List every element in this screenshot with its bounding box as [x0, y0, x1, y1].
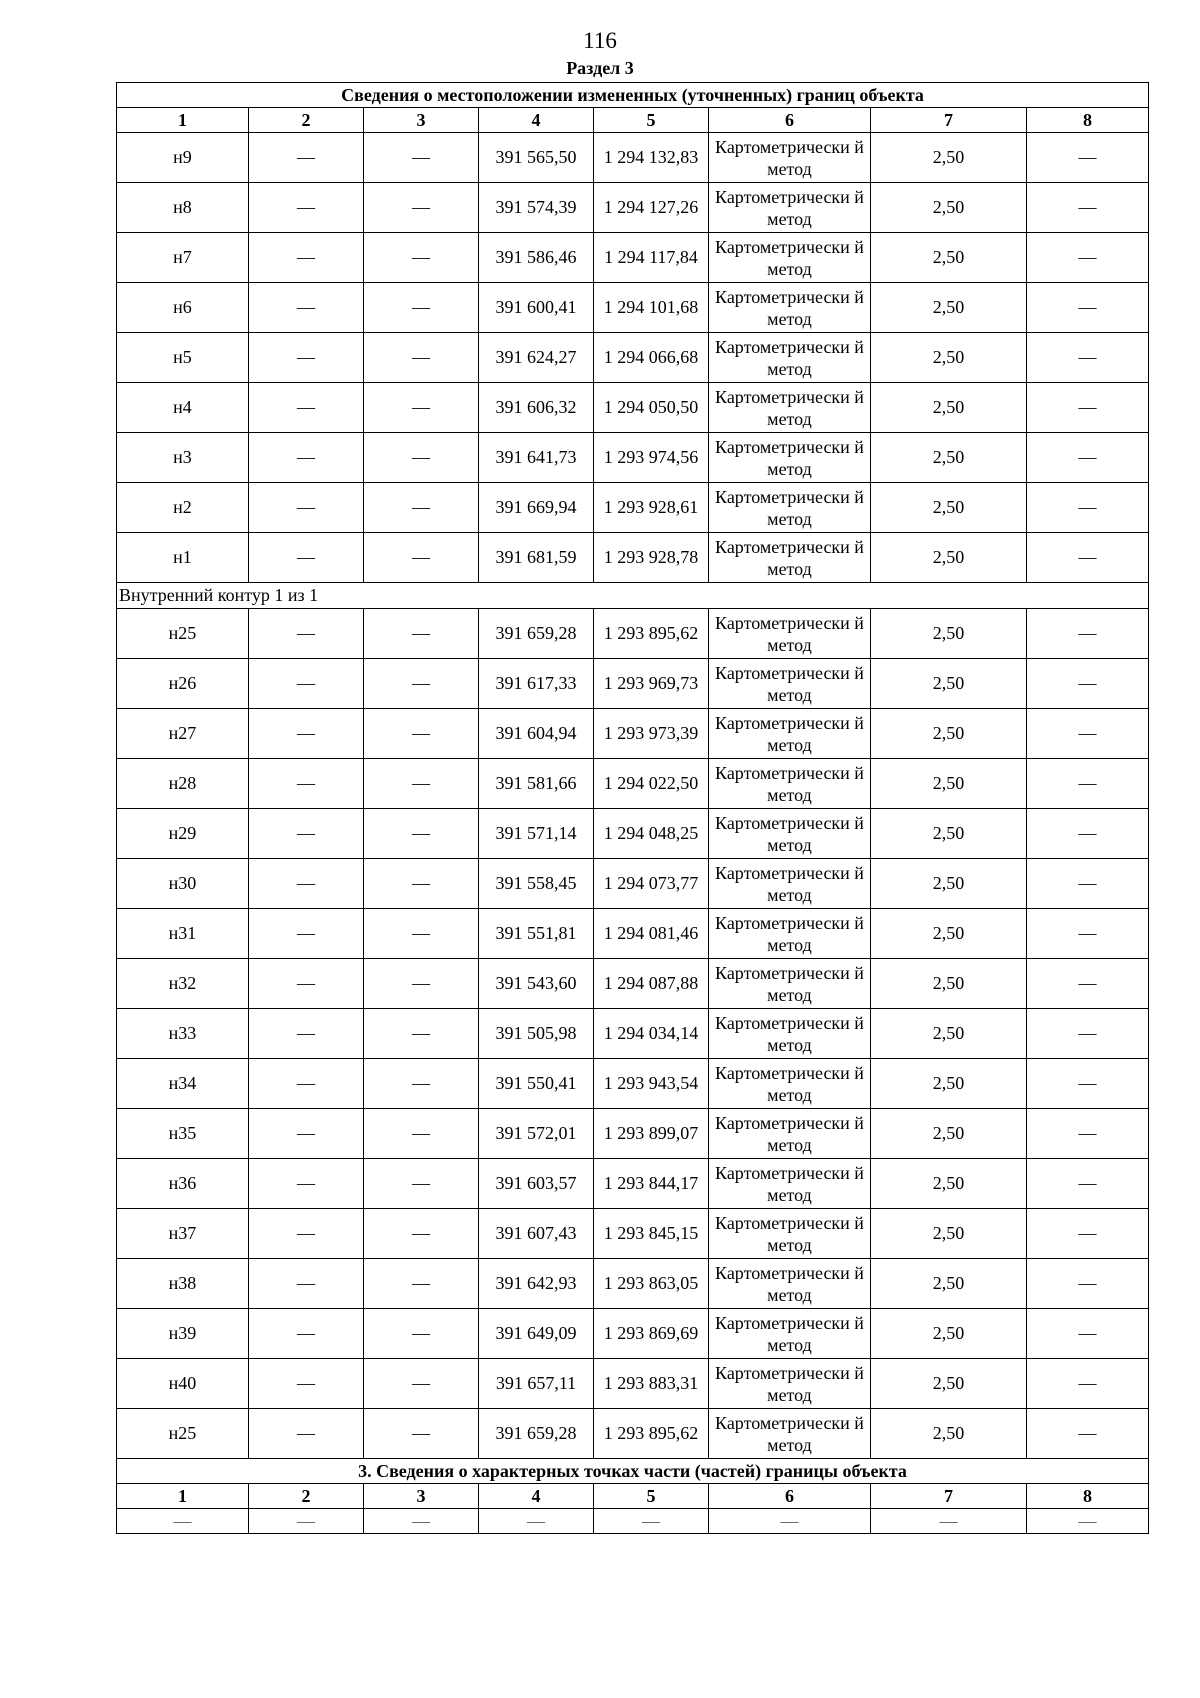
accuracy-cell: 2,50	[871, 659, 1027, 709]
table-caption-changed-boundaries: Сведения о местоположении измененных (уточненных) границ объекта	[117, 83, 1149, 108]
empty-value-cell: —	[1027, 1359, 1149, 1409]
accuracy-cell: 2,50	[871, 233, 1027, 283]
table-row	[117, 233, 1149, 283]
empty-value-cell: —	[364, 133, 479, 183]
method-cell: Картометрически й метод	[709, 283, 871, 333]
empty-value-cell: —	[249, 433, 364, 483]
method-cell: Картометрически й метод	[709, 1409, 871, 1459]
x-coordinate-cell: 391 600,41	[479, 283, 594, 333]
point-name-cell: н25	[117, 1409, 249, 1459]
empty-value-cell: —	[249, 709, 364, 759]
table-row	[117, 533, 1149, 583]
method-cell: Картометрически й метод	[709, 1109, 871, 1159]
table-row	[117, 1259, 1149, 1309]
accuracy-cell: 2,50	[871, 333, 1027, 383]
table-row	[117, 759, 1149, 809]
empty-value-cell: —	[709, 1509, 871, 1534]
empty-value-cell: —	[1027, 1059, 1149, 1109]
method-cell: Картометрически й метод	[709, 609, 871, 659]
column-number: 3	[364, 1484, 479, 1509]
x-coordinate-cell: 391 617,33	[479, 659, 594, 709]
accuracy-cell: 2,50	[871, 1059, 1027, 1109]
empty-value-cell: —	[364, 1259, 479, 1309]
method-cell: Картометрически й метод	[709, 709, 871, 759]
point-name-cell: н8	[117, 183, 249, 233]
empty-value-cell: —	[1027, 233, 1149, 283]
empty-value-cell: —	[364, 183, 479, 233]
accuracy-cell: 2,50	[871, 1159, 1027, 1209]
empty-value-cell: —	[1027, 183, 1149, 233]
table-row	[117, 1359, 1149, 1409]
point-name-cell: н6	[117, 283, 249, 333]
empty-value-cell: —	[364, 1209, 479, 1259]
x-coordinate-cell: 391 604,94	[479, 709, 594, 759]
y-coordinate-cell: 1 294 034,14	[594, 1009, 709, 1059]
parts-empty-row	[117, 1509, 1149, 1534]
table-row	[117, 709, 1149, 759]
empty-value-cell: —	[249, 233, 364, 283]
empty-value-cell: —	[364, 1159, 479, 1209]
column-number: 6	[709, 1484, 871, 1509]
empty-value-cell: —	[1027, 433, 1149, 483]
accuracy-cell: 2,50	[871, 1009, 1027, 1059]
empty-value-cell: —	[1027, 659, 1149, 709]
empty-value-cell: —	[364, 1109, 479, 1159]
x-coordinate-cell: 391 659,28	[479, 1409, 594, 1459]
column-number: 1	[117, 108, 249, 133]
accuracy-cell: 2,50	[871, 1209, 1027, 1259]
empty-value-cell: —	[1027, 859, 1149, 909]
y-coordinate-cell: 1 293 863,05	[594, 1259, 709, 1309]
accuracy-cell: 2,50	[871, 133, 1027, 183]
accuracy-cell: 2,50	[871, 533, 1027, 583]
empty-value-cell: —	[1027, 1209, 1149, 1259]
empty-value-cell: —	[364, 859, 479, 909]
empty-value-cell: —	[1027, 759, 1149, 809]
x-coordinate-cell: 391 607,43	[479, 1209, 594, 1259]
table-row	[117, 859, 1149, 909]
point-name-cell: н1	[117, 533, 249, 583]
column-number: 5	[594, 1484, 709, 1509]
table-row	[117, 1309, 1149, 1359]
y-coordinate-cell: 1 293 883,31	[594, 1359, 709, 1409]
empty-value-cell: —	[249, 133, 364, 183]
x-coordinate-cell: 391 550,41	[479, 1059, 594, 1109]
y-coordinate-cell: 1 293 973,39	[594, 709, 709, 759]
point-name-cell: н30	[117, 859, 249, 909]
empty-value-cell: —	[1027, 133, 1149, 183]
empty-value-cell: —	[364, 1409, 479, 1459]
accuracy-cell: 2,50	[871, 609, 1027, 659]
accuracy-cell: 2,50	[871, 1359, 1027, 1409]
empty-value-cell: —	[1027, 333, 1149, 383]
point-name-cell: н2	[117, 483, 249, 533]
empty-value-cell: —	[249, 183, 364, 233]
empty-value-cell: —	[1027, 1159, 1149, 1209]
empty-value-cell: —	[1027, 909, 1149, 959]
empty-value-cell: —	[364, 383, 479, 433]
empty-value-cell: —	[249, 1509, 364, 1534]
x-coordinate-cell: 391 543,60	[479, 959, 594, 1009]
method-cell: Картометрически й метод	[709, 233, 871, 283]
boundary-coordinates-table	[116, 82, 1149, 1534]
column-number-row	[117, 108, 1149, 133]
column-number: 8	[1027, 108, 1149, 133]
x-coordinate-cell: 391 606,32	[479, 383, 594, 433]
x-coordinate-cell: 391 669,94	[479, 483, 594, 533]
empty-value-cell: —	[479, 1509, 594, 1534]
point-name-cell: н25	[117, 609, 249, 659]
x-coordinate-cell: 391 659,28	[479, 609, 594, 659]
accuracy-cell: 2,50	[871, 859, 1027, 909]
method-cell: Картометрически й метод	[709, 1359, 871, 1409]
point-name-cell: н28	[117, 759, 249, 809]
empty-value-cell: —	[1027, 1409, 1149, 1459]
table-row	[117, 909, 1149, 959]
y-coordinate-cell: 1 294 022,50	[594, 759, 709, 809]
point-name-cell: н26	[117, 659, 249, 709]
y-coordinate-cell: 1 294 066,68	[594, 333, 709, 383]
empty-value-cell: —	[1027, 1009, 1149, 1059]
empty-value-cell: —	[364, 759, 479, 809]
column-number: 5	[594, 108, 709, 133]
accuracy-cell: 2,50	[871, 909, 1027, 959]
x-coordinate-cell: 391 565,50	[479, 133, 594, 183]
point-name-cell: н31	[117, 909, 249, 959]
point-name-cell: н5	[117, 333, 249, 383]
y-coordinate-cell: 1 293 928,78	[594, 533, 709, 583]
y-coordinate-cell: 1 293 895,62	[594, 1409, 709, 1459]
x-coordinate-cell: 391 642,93	[479, 1259, 594, 1309]
y-coordinate-cell: 1 294 081,46	[594, 909, 709, 959]
point-name-cell: н36	[117, 1159, 249, 1209]
point-name-cell: н29	[117, 809, 249, 859]
point-name-cell: н38	[117, 1259, 249, 1309]
y-coordinate-cell: 1 294 132,83	[594, 133, 709, 183]
x-coordinate-cell: 391 624,27	[479, 333, 594, 383]
empty-value-cell: —	[1027, 383, 1149, 433]
method-cell: Картометрически й метод	[709, 1259, 871, 1309]
table-row	[117, 809, 1149, 859]
y-coordinate-cell: 1 293 845,15	[594, 1209, 709, 1259]
point-name-cell: н39	[117, 1309, 249, 1359]
accuracy-cell: 2,50	[871, 1309, 1027, 1359]
column-number: 8	[1027, 1484, 1149, 1509]
method-cell: Картометрически й метод	[709, 809, 871, 859]
x-coordinate-cell: 391 581,66	[479, 759, 594, 809]
empty-value-cell: —	[249, 1109, 364, 1159]
empty-value-cell: —	[364, 333, 479, 383]
empty-value-cell: —	[1027, 1309, 1149, 1359]
x-coordinate-cell: 391 572,01	[479, 1109, 594, 1159]
empty-value-cell: —	[249, 533, 364, 583]
column-number: 4	[479, 108, 594, 133]
table-row	[117, 133, 1149, 183]
empty-value-cell: —	[364, 1359, 479, 1409]
x-coordinate-cell: 391 571,14	[479, 809, 594, 859]
method-cell: Картометрически й метод	[709, 1309, 871, 1359]
y-coordinate-cell: 1 293 895,62	[594, 609, 709, 659]
empty-value-cell: —	[249, 809, 364, 859]
x-coordinate-cell: 391 551,81	[479, 909, 594, 959]
column-number: 1	[117, 1484, 249, 1509]
point-name-cell: н37	[117, 1209, 249, 1259]
table-row	[117, 483, 1149, 533]
method-cell: Картометрически й метод	[709, 909, 871, 959]
point-name-cell: н32	[117, 959, 249, 1009]
method-cell: Картометрически й метод	[709, 483, 871, 533]
empty-value-cell: —	[249, 909, 364, 959]
empty-value-cell: —	[364, 283, 479, 333]
empty-value-cell: —	[364, 609, 479, 659]
x-coordinate-cell: 391 681,59	[479, 533, 594, 583]
empty-value-cell: —	[249, 959, 364, 1009]
empty-value-cell: —	[364, 533, 479, 583]
method-cell: Картометрически й метод	[709, 1059, 871, 1109]
column-number: 2	[249, 1484, 364, 1509]
method-cell: Картометрически й метод	[709, 533, 871, 583]
point-name-cell: н40	[117, 1359, 249, 1409]
method-cell: Картометрически й метод	[709, 959, 871, 1009]
accuracy-cell: 2,50	[871, 809, 1027, 859]
empty-value-cell: —	[249, 759, 364, 809]
empty-value-cell: —	[249, 1209, 364, 1259]
table-caption-parts: 3. Сведения о характерных точках части (частей) границы объекта	[117, 1459, 1149, 1484]
y-coordinate-cell: 1 293 869,69	[594, 1309, 709, 1359]
empty-value-cell: —	[364, 433, 479, 483]
section-title: Раздел 3	[566, 58, 634, 78]
y-coordinate-cell: 1 293 969,73	[594, 659, 709, 709]
table-row	[117, 1109, 1149, 1159]
column-number: 7	[871, 108, 1027, 133]
y-coordinate-cell: 1 294 101,68	[594, 283, 709, 333]
empty-value-cell: —	[249, 283, 364, 333]
accuracy-cell: 2,50	[871, 483, 1027, 533]
y-coordinate-cell: 1 294 050,50	[594, 383, 709, 433]
inner-contour-label: Внутренний контур 1 из 1	[117, 583, 1149, 609]
column-number: 6	[709, 108, 871, 133]
y-coordinate-cell: 1 293 928,61	[594, 483, 709, 533]
point-name-cell: н4	[117, 383, 249, 433]
accuracy-cell: 2,50	[871, 759, 1027, 809]
point-name-cell: н3	[117, 433, 249, 483]
empty-value-cell: —	[364, 1309, 479, 1359]
empty-value-cell: —	[249, 1059, 364, 1109]
point-name-cell: н34	[117, 1059, 249, 1109]
point-name-cell: н7	[117, 233, 249, 283]
column-number: 2	[249, 108, 364, 133]
empty-value-cell: —	[249, 1159, 364, 1209]
method-cell: Картометрически й метод	[709, 659, 871, 709]
empty-value-cell: —	[1027, 533, 1149, 583]
x-coordinate-cell: 391 505,98	[479, 1009, 594, 1059]
table-row	[117, 283, 1149, 333]
table-row	[117, 183, 1149, 233]
empty-value-cell: —	[117, 1509, 249, 1534]
page-number: 116	[583, 28, 617, 53]
table-row	[117, 1059, 1149, 1109]
column-number: 3	[364, 108, 479, 133]
table-row	[117, 1409, 1149, 1459]
table-row	[117, 659, 1149, 709]
table-row	[117, 333, 1149, 383]
x-coordinate-cell: 391 558,45	[479, 859, 594, 909]
y-coordinate-cell: 1 293 899,07	[594, 1109, 709, 1159]
accuracy-cell: 2,50	[871, 433, 1027, 483]
empty-value-cell: —	[364, 909, 479, 959]
accuracy-cell: 2,50	[871, 383, 1027, 433]
accuracy-cell: 2,50	[871, 709, 1027, 759]
point-name-cell: н27	[117, 709, 249, 759]
table-row	[117, 433, 1149, 483]
empty-value-cell: —	[364, 483, 479, 533]
table-row	[117, 1009, 1149, 1059]
empty-value-cell: —	[1027, 483, 1149, 533]
method-cell: Картометрически й метод	[709, 759, 871, 809]
x-coordinate-cell: 391 641,73	[479, 433, 594, 483]
empty-value-cell: —	[364, 959, 479, 1009]
method-cell: Картометрически й метод	[709, 383, 871, 433]
method-cell: Картометрически й метод	[709, 333, 871, 383]
y-coordinate-cell: 1 293 844,17	[594, 1159, 709, 1209]
empty-value-cell: —	[594, 1509, 709, 1534]
empty-value-cell: —	[1027, 709, 1149, 759]
empty-value-cell: —	[364, 809, 479, 859]
table-row	[117, 609, 1149, 659]
method-cell: Картометрически й метод	[709, 859, 871, 909]
column-number: 4	[479, 1484, 594, 1509]
accuracy-cell: 2,50	[871, 1409, 1027, 1459]
column-number: 7	[871, 1484, 1027, 1509]
method-cell: Картометрически й метод	[709, 1209, 871, 1259]
y-coordinate-cell: 1 294 073,77	[594, 859, 709, 909]
empty-value-cell: —	[871, 1509, 1027, 1534]
method-cell: Картометрически й метод	[709, 1009, 871, 1059]
y-coordinate-cell: 1 293 943,54	[594, 1059, 709, 1109]
accuracy-cell: 2,50	[871, 283, 1027, 333]
point-name-cell: н35	[117, 1109, 249, 1159]
accuracy-cell: 2,50	[871, 1109, 1027, 1159]
empty-value-cell: —	[1027, 1259, 1149, 1309]
x-coordinate-cell: 391 657,11	[479, 1359, 594, 1409]
parts-column-number-row	[117, 1484, 1149, 1509]
empty-value-cell: —	[249, 383, 364, 433]
empty-value-cell: —	[1027, 609, 1149, 659]
y-coordinate-cell: 1 294 117,84	[594, 233, 709, 283]
y-coordinate-cell: 1 294 087,88	[594, 959, 709, 1009]
empty-value-cell: —	[364, 233, 479, 283]
empty-value-cell: —	[364, 1509, 479, 1534]
empty-value-cell: —	[1027, 1509, 1149, 1534]
empty-value-cell: —	[249, 659, 364, 709]
x-coordinate-cell: 391 586,46	[479, 233, 594, 283]
accuracy-cell: 2,50	[871, 183, 1027, 233]
method-cell: Картометрически й метод	[709, 1159, 871, 1209]
x-coordinate-cell: 391 574,39	[479, 183, 594, 233]
empty-value-cell: —	[249, 333, 364, 383]
y-coordinate-cell: 1 294 127,26	[594, 183, 709, 233]
empty-value-cell: —	[1027, 1109, 1149, 1159]
table-row	[117, 1159, 1149, 1209]
accuracy-cell: 2,50	[871, 1259, 1027, 1309]
empty-value-cell: —	[249, 1309, 364, 1359]
empty-value-cell: —	[249, 1009, 364, 1059]
empty-value-cell: —	[249, 859, 364, 909]
y-coordinate-cell: 1 294 048,25	[594, 809, 709, 859]
point-name-cell: н9	[117, 133, 249, 183]
x-coordinate-cell: 391 649,09	[479, 1309, 594, 1359]
accuracy-cell: 2,50	[871, 959, 1027, 1009]
y-coordinate-cell: 1 293 974,56	[594, 433, 709, 483]
empty-value-cell: —	[1027, 809, 1149, 859]
empty-value-cell: —	[364, 659, 479, 709]
empty-value-cell: —	[364, 1059, 479, 1109]
table-row	[117, 1209, 1149, 1259]
empty-value-cell: —	[249, 1259, 364, 1309]
table-row	[117, 959, 1149, 1009]
empty-value-cell: —	[249, 483, 364, 533]
method-cell: Картометрически й метод	[709, 433, 871, 483]
empty-value-cell: —	[364, 709, 479, 759]
empty-value-cell: —	[249, 609, 364, 659]
x-coordinate-cell: 391 603,57	[479, 1159, 594, 1209]
method-cell: Картометрически й метод	[709, 133, 871, 183]
table-row	[117, 383, 1149, 433]
method-cell: Картометрически й метод	[709, 183, 871, 233]
empty-value-cell: —	[364, 1009, 479, 1059]
empty-value-cell: —	[1027, 283, 1149, 333]
point-name-cell: н33	[117, 1009, 249, 1059]
empty-value-cell: —	[249, 1409, 364, 1459]
empty-value-cell: —	[249, 1359, 364, 1409]
empty-value-cell: —	[1027, 959, 1149, 1009]
